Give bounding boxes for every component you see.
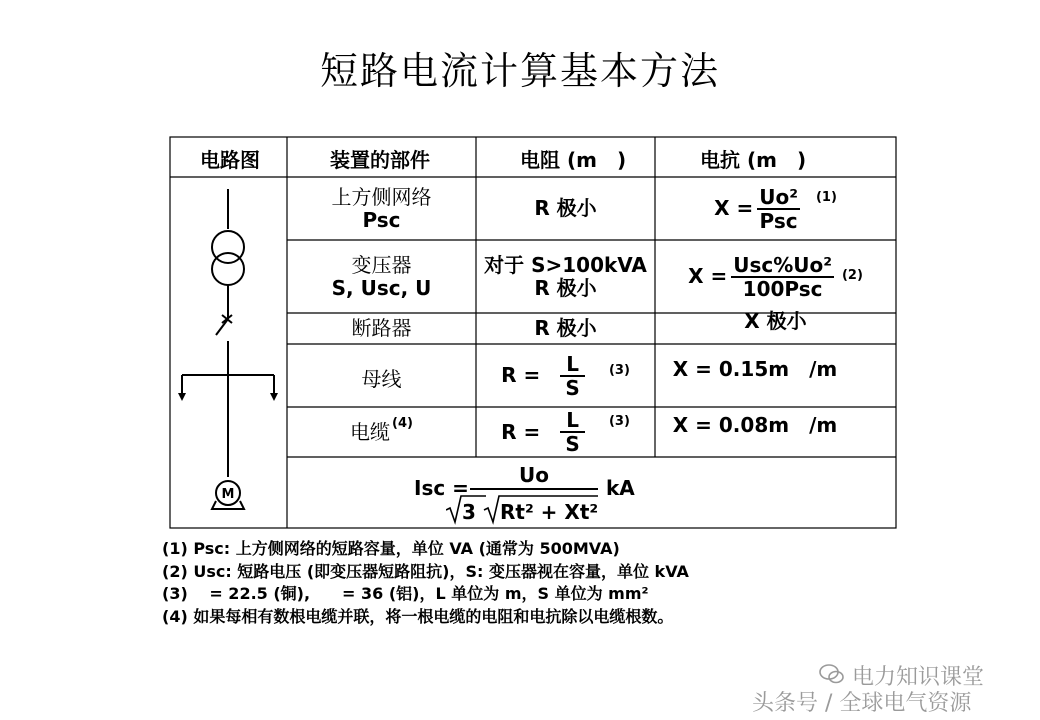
footnotes (162, 538, 689, 628)
footnote-4: (4) 如果每相有数根电缆并联，将一根电缆的电阻和电抗除以电缆根数。 (162, 606, 674, 626)
row-cable-reactance: X = 0.08m /m (672, 412, 838, 437)
row-transformer-component: 变压器 S, Usc, U (331, 252, 432, 300)
circuit-diagram (170, 177, 287, 528)
footnote-3: (3) = 22.5 (铜), = 36 (铝)，L 单位为 m，S 单位为 mm² (162, 584, 649, 603)
row-network-resistance: R 极小 (534, 196, 597, 220)
footnote-2: (2) Usc: 短路电压 (即变压器短路阻抗)，S: 变压器视在容量，单位 kVA (162, 561, 689, 581)
watermark-source: 头条号 / 全球电气资源 (752, 691, 972, 716)
header-diagram: 电路图 (200, 148, 260, 172)
wechat-icon (818, 662, 846, 686)
row-cable-resistance: R = $\frac{L}{S}$ (3) (501, 408, 630, 456)
header-component: 装置的部件 (330, 148, 430, 172)
motor-label: M (221, 487, 235, 502)
fraction: $\frac{\text{Usc\%Uo²}}{\text{100Psc}}$ (733, 252, 832, 301)
header-reactance: 电抗 (m ) (700, 148, 807, 172)
breaker-contact (216, 319, 228, 335)
row-transformer-reactance: X = $\frac{\text{Usc\%Uo²}}{\text{100Psc}}$ (2) (688, 252, 863, 301)
formula-denominator: Rt² + Xt² (500, 500, 599, 524)
row-network-reactance: X = $\frac{\text{Uo²}}{\text{Psc}}$ (1) (714, 184, 837, 233)
row-transformer-resistance: 对于 S>100kVA R 极小 (484, 252, 647, 300)
busbar-arrow-left (178, 393, 186, 401)
row-breaker-reactance: X 极小 (744, 309, 807, 333)
row-cable-component: 电缆 (4) (350, 416, 413, 444)
busbar-arrow-right (270, 393, 278, 401)
transformer-winding-bottom (212, 253, 244, 285)
fraction: $\frac{L}{S}$ (560, 409, 585, 455)
row-breaker-component: 断路器 (351, 316, 412, 340)
footnote-1: (1) Psc: 上方侧网络的短路容量，单位 VA (通常为 500MVA) (162, 539, 620, 558)
page-title: 短路电流计算基本方法 (319, 49, 720, 93)
row-busbar-resistance: R = $\frac{L}{S}$ (3) (501, 351, 630, 400)
fraction: $\frac{L}{S}$ (560, 353, 585, 399)
row-busbar-reactance: X = 0.15m /m (672, 356, 838, 381)
formula-unit: kA (606, 476, 635, 500)
row-breaker-resistance: R 极小 (534, 316, 597, 340)
row-busbar-component: 母线 (361, 366, 402, 391)
formula-numerator: Uo (470, 462, 598, 490)
formula-lhs: Isc = (414, 476, 469, 500)
fraction: $\frac{\text{Uo²}}{\text{Psc}}$ (759, 184, 798, 233)
watermark-account: 电力知识课堂 (852, 665, 985, 690)
row-network-component: 上方侧网络 Psc (331, 184, 432, 232)
header-resistance: 电阻 (m ) (520, 148, 627, 172)
formula-sqrt3: 3 (462, 500, 476, 524)
